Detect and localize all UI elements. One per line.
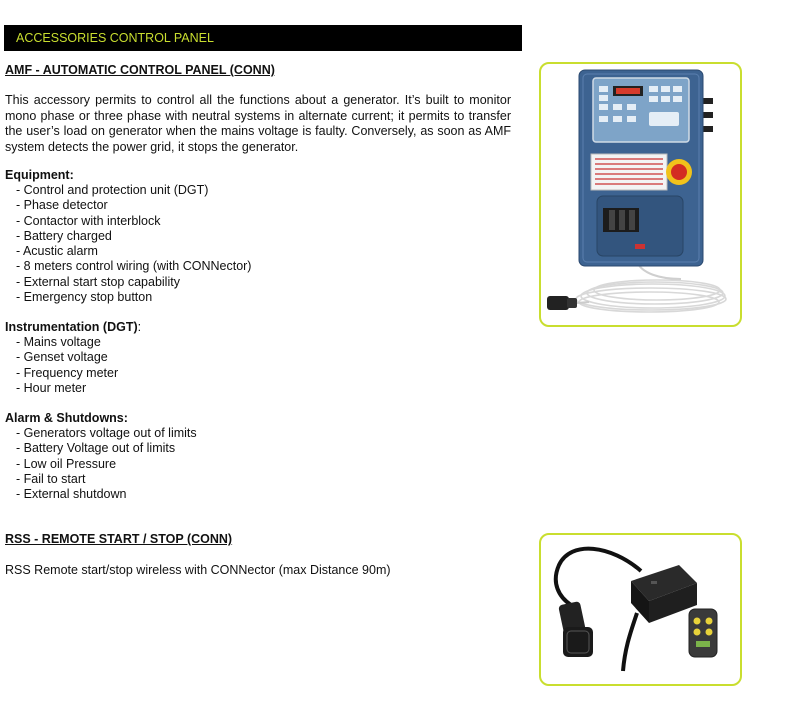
emergency-stop-icon bbox=[666, 159, 692, 185]
list-item: - Emergency stop button bbox=[16, 290, 251, 305]
rss-heading: RSS - REMOTE START / STOP (CONN) bbox=[5, 532, 233, 546]
receiver-box bbox=[631, 565, 697, 623]
list-item: - 8 meters control wiring (with CONNector) bbox=[16, 259, 251, 274]
list-item: - Battery Voltage out of limits bbox=[16, 441, 197, 456]
list-item: - Hour meter bbox=[16, 381, 118, 396]
alarms-title: Alarm & Shutdowns: bbox=[5, 411, 128, 425]
amf-control-panel-illustration bbox=[541, 64, 740, 325]
equipment-list bbox=[16, 183, 251, 305]
remote-fob-icon bbox=[689, 609, 717, 657]
alarms-list bbox=[16, 426, 197, 502]
amf-description: This accessory permits to control all the functions about a generator. It’s built to monitor mono phase or three phase with neutral systems in alternate current; it permits to transfer the user’s load on generator when the mains voltage is faulty. Conversely, as soon as AMF system detects the power grid, it stops the generator. bbox=[5, 93, 511, 154]
rss-description: RSS Remote start/stop wireless with CONNector (max Distance 90m) bbox=[5, 563, 391, 577]
amf-product-image bbox=[539, 62, 742, 327]
instrumentation-title bbox=[5, 320, 141, 334]
list-item: - Frequency meter bbox=[16, 366, 118, 381]
cable-connector-icon bbox=[558, 601, 593, 657]
rss-product-image bbox=[539, 533, 742, 686]
list-item: - Low oil Pressure bbox=[16, 457, 197, 472]
list-item: - Contactor with interblock bbox=[16, 214, 251, 229]
list-item: - Phase detector bbox=[16, 198, 251, 213]
list-item: - External shutdown bbox=[16, 487, 197, 502]
equipment-title: Equipment: bbox=[5, 168, 74, 182]
rss-remote-illustration bbox=[541, 535, 740, 684]
list-item: - Control and protection unit (DGT) bbox=[16, 183, 251, 198]
instrumentation-title-colon: : bbox=[137, 320, 142, 334]
list-item: - Fail to start bbox=[16, 472, 197, 487]
list-item: - Battery charged bbox=[16, 229, 251, 244]
list-item: - External start stop capability bbox=[16, 275, 251, 290]
list-item: - Acustic alarm bbox=[16, 244, 251, 259]
list-item: - Mains voltage bbox=[16, 335, 118, 350]
instrumentation-list bbox=[16, 335, 118, 396]
section-header-bar bbox=[4, 25, 522, 51]
amf-heading: AMF - AUTOMATIC CONTROL PANEL (CONN) bbox=[5, 63, 275, 77]
section-header-title: ACCESSORIES CONTROL PANEL bbox=[16, 31, 214, 45]
instrumentation-title-text: Instrumentation (DGT) bbox=[5, 320, 138, 334]
list-item: - Generators voltage out of limits bbox=[16, 426, 197, 441]
list-item: - Genset voltage bbox=[16, 350, 118, 365]
